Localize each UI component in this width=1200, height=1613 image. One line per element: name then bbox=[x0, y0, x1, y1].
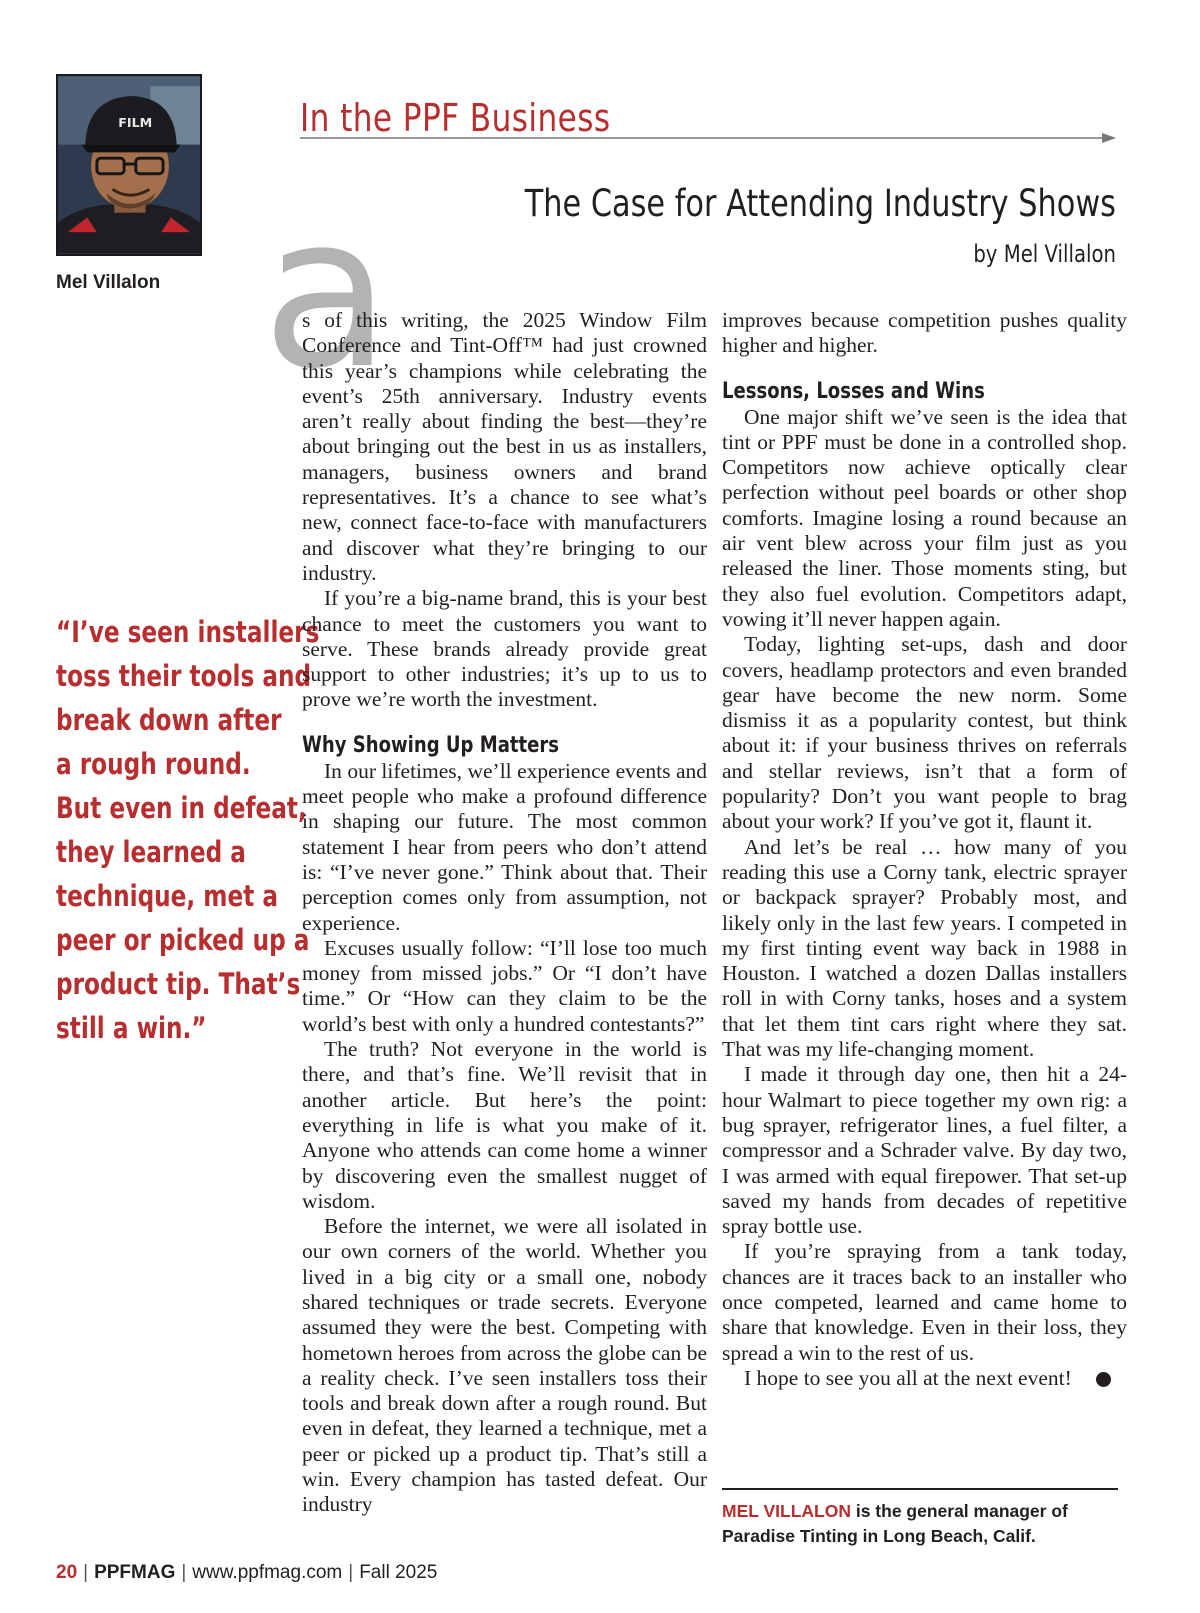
body-paragraph: The truth? Not everyone in the world is there, and that’s fine. We’ll revisit that in another article. But here’s the point: everything in life is what you make of it. Anyone who attends can come home a winner by discovering even the smallest nugget of wisdom. bbox=[302, 1037, 707, 1213]
body-column-1 bbox=[302, 308, 707, 1518]
bio-author-name: MEL VILLALON bbox=[722, 1501, 851, 1521]
issue-label: Fall 2025 bbox=[359, 1562, 438, 1583]
svg-text:FILM: FILM bbox=[118, 115, 153, 131]
body-paragraph: And let’s be real … how many of you reading this use a Corny tank, electric sprayer or backpack sprayer? Probably most, and likely only in the last few years. I competed in my first tinting event way back in 1988 in Houston. I watched a dozen Dallas installers roll in with Corny tanks, hoses and a system that let them tint cars right where they sat. That was my life-changing moment. bbox=[722, 834, 1127, 1062]
body-paragraph: In our lifetimes, we’ll experience events and meet people who make a profound difference in shaping our future. The most common statement I hear from peers who don’t attend is: “I’ve never gone.” Think about that. Their perception comes only from assumption, not experience. bbox=[302, 758, 707, 935]
body-paragraph: Excuses usually follow: “I’ll lose too much money from missed jobs.” Or “I don’t have time.” Or “How can they claim to be the world’s best with only a hundred contestants?” bbox=[302, 935, 707, 1036]
page-footer: 20 | PPFMAG | www.ppfmag.com | Fall 2025 bbox=[56, 1562, 438, 1583]
pull-quote-line: a rough round. bbox=[56, 747, 251, 781]
pull-quote bbox=[56, 610, 320, 1050]
body-paragraph: I made it through day one, then hit a 24-hour Walmart to piece together my own rig: a bug sprayer, refrigerator lines, a fuel filter, a compressor and a Schrader valve. By day two, I was armed with equal firepower. That set-up saved my hands from decades of repetitive spray bottle use. bbox=[722, 1062, 1127, 1239]
subheading: Why Showing Up Matters bbox=[302, 732, 559, 758]
body-paragraph: s of this writing, the 2025 Window Film Conference and Tint-Off™ had just crowned this year’s champions while celebrating the event’s 25th anniversary. Industry events aren’t really about finding the best—they’re about bringing out the best in us as installers, managers, business owners and brand representatives. It’s a chance to see what’s new, connect face-to-face with manufacturers and discover what they’re bringing to our industry. bbox=[302, 308, 707, 585]
magazine-name: PPFMAG bbox=[94, 1562, 176, 1583]
body-paragraph: Before the internet, we were all isolated in our own corners of the world. Whether you lived in a big city or a small one, nobody shared techniques or trade secrets. Everyone assumed they were the best. Competing with hometown heroes from across the globe can be a reality check. I’ve seen installers toss their tools and break down after a rough round. But even in defeat, they learned a technique, met a peer or picked up a product tip. That’s still a win. Every champion has tasted defeat. Our industry bbox=[302, 1214, 707, 1517]
pull-quote-line: peer or picked up a bbox=[56, 923, 310, 957]
closing-text: I hope to see you all at the next event! bbox=[744, 1365, 1072, 1390]
body-paragraph: If you’re spraying from a tank today, chances are it traces back to an installer who once competed, learned and came home to share that knowledge. Even in their loss, they spread a win to the rest of us. bbox=[722, 1239, 1127, 1365]
body-column-2 bbox=[722, 308, 1127, 1391]
body-paragraph: One major shift we’ve seen is the idea that tint or PPF must be done in a controlled shop. Competitors now achieve optically clear perfection without peel boards or other shop comforts. Imagine losing a round because an air vent blew across your film just as you released the liner. Those moments sting, but they also fuel evolution. Competitors adapt, vowing it’ll never happen again. bbox=[722, 404, 1127, 631]
magazine-url[interactable]: www.ppfmag.com bbox=[192, 1562, 343, 1583]
bio-divider bbox=[722, 1488, 1118, 1490]
subheading: Lessons, Losses and Wins bbox=[722, 378, 985, 404]
pull-quote-line: “I’ve seen installers bbox=[56, 615, 320, 649]
photo-caption: Mel Villalon bbox=[56, 272, 161, 293]
body-paragraph: If you’re a big-name brand, this is your best chance to meet the customers you want to serve. These brands already provide great support to other industries; it’s up to us to prove we’re worth the investment. bbox=[302, 586, 707, 712]
end-mark-icon bbox=[1096, 1372, 1111, 1387]
bio-text: is the general manager of Paradise Tinting in Long Beach, Calif. bbox=[722, 1501, 1068, 1546]
pull-quote-line: product tip. That’s bbox=[56, 967, 301, 1001]
drop-cap: a bbox=[262, 170, 391, 415]
body-paragraph: Today, lighting set-ups, dash and door covers, headlamp protectors and even branded gear have become the new norm. Some dismiss it as a popularity contest, but think about it: if your business thrives on referrals and stellar reviews, isn’t that a form of popularity? Don’t you want people to brag about your work? If you’ve got it, flaunt it. bbox=[722, 632, 1127, 834]
closing-paragraph bbox=[722, 1366, 1127, 1391]
pull-quote-line: But even in defeat, bbox=[56, 791, 307, 825]
pull-quote-line: they learned a bbox=[56, 835, 246, 869]
pull-quote-line: toss their tools and bbox=[56, 659, 312, 693]
author-portrait-image bbox=[58, 76, 200, 254]
article-byline: by Mel Villalon bbox=[973, 240, 1116, 268]
article-headline: The Case for Attending Industry Shows bbox=[524, 182, 1116, 225]
page-number: 20 bbox=[56, 1562, 78, 1583]
pull-quote-line: still a win.” bbox=[56, 1011, 207, 1045]
author-bio bbox=[722, 1499, 1122, 1549]
author-photo bbox=[56, 74, 202, 256]
header-rule-arrow bbox=[300, 132, 1116, 144]
body-paragraph: improves because competition pushes quality higher and higher. bbox=[722, 308, 1127, 358]
section-title: In the PPF Business bbox=[300, 96, 611, 140]
pull-quote-line: break down after bbox=[56, 703, 282, 737]
pull-quote-line: technique, met a bbox=[56, 879, 279, 913]
